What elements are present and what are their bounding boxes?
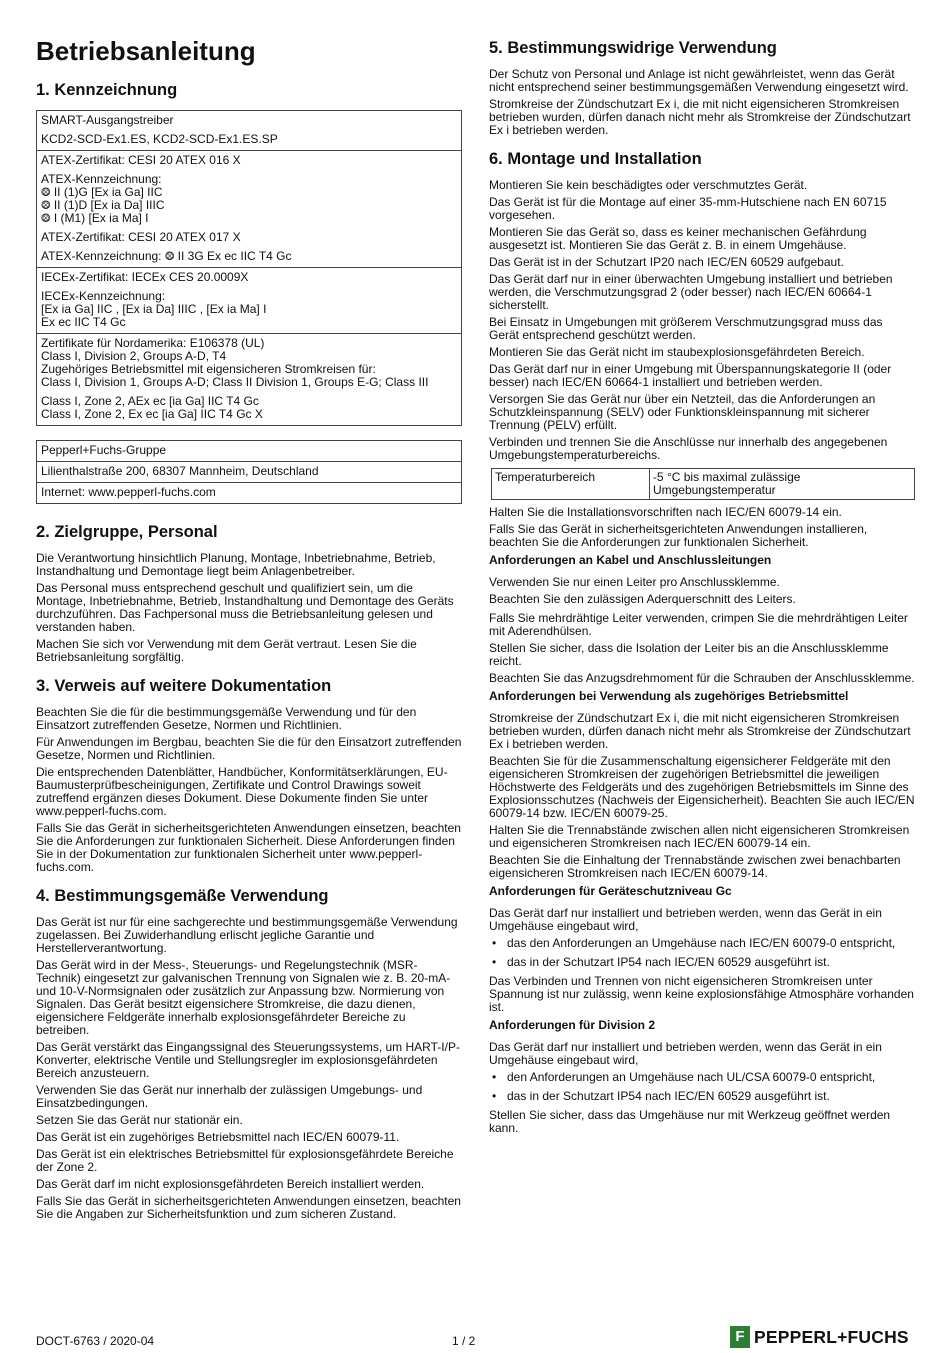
paragraph: Das Verbinden und Trennen von nicht eigensicheren Stromkreisen unter Spannung ist nur zulässig, wenn keine explosionsfähige Atmosphäre vorhanden ist. bbox=[489, 974, 914, 1014]
document-number: DOCT-6763 / 2020-04 bbox=[36, 1334, 155, 1348]
list-item: • das in der Schutzart IP54 nach IEC/EN 60529 ausgeführt ist. bbox=[489, 1090, 915, 1103]
paragraph: Halten Sie die Installationsvorschriften nach IEC/EN 60079-14 ein. bbox=[489, 505, 842, 519]
marking-box bbox=[36, 110, 462, 426]
paragraph: Setzen Sie das Gerät nur stationär ein. bbox=[36, 1113, 243, 1127]
paragraph: Das Gerät darf im nicht explosionsgefährdeten Bereich installiert werden. bbox=[36, 1177, 425, 1191]
cable-heading: Anforderungen an Kabel und Anschlussleitungen bbox=[489, 553, 772, 567]
paragraph: Falls Sie mehrdrähtige Leiter verwenden, crimpen Sie die mehrdrähtigen Leiter mit Aderendhülsen. bbox=[489, 611, 908, 638]
paragraph: Bei Einsatz in Umgebungen mit größerem Verschmutzungsgrad muss das Gerät entsprechend geschützt werden. bbox=[489, 315, 883, 342]
company-name-cell bbox=[37, 441, 461, 461]
north-america-cell bbox=[37, 333, 461, 425]
paragraph: Das Gerät ist ein zugehöriges Betriebsmittel nach IEC/EN 60079-11. bbox=[36, 1130, 400, 1144]
paragraph: Stellen Sie sicher, dass das Umgehäuse nur mit Werkzeug geöffnet werden kann. bbox=[489, 1108, 891, 1135]
company-web-cell bbox=[37, 482, 461, 503]
paragraph: Versorgen Sie das Gerät nur über ein Netzteil, das die Anforderungen an Schutzkleinspannung (SELV) oder Funktionskleinspannung mit sicherer Trennung (PELV) erfüllt. bbox=[489, 392, 876, 432]
paragraph: Die entsprechenden Datenblätter, Handbücher, Konformitätserklärungen, EU-Baumusterprüfbescheinigungen, Zertifikate und Control Drawings soweit zutreffend ergänzen dieses Dokument. Diese Dokumente finden Sie unter www.pepperl-fuchs.com. bbox=[36, 765, 448, 818]
paragraph: Halten Sie die Trennabstände zwischen allen nicht eigensicheren Stromkreisen und eigensicheren Stromkreisen nach IEC/EN 60079-14 ein. bbox=[489, 823, 910, 850]
temperature-table bbox=[491, 468, 915, 500]
section-4-heading: 4. Bestimmungsgemäße Verwendung bbox=[36, 887, 329, 905]
paragraph: Das Gerät darf nur installiert und betrieben werden, wenn das Gerät in ein Umgehäuse eingebaut wird, bbox=[489, 1040, 882, 1067]
section-6-heading: 6. Montage und Installation bbox=[489, 150, 702, 168]
paragraph: Verbinden und trennen Sie die Anschlüsse nur innerhalb des angegebenen Umgebungstemperaturbereichs. bbox=[489, 435, 888, 462]
device-types: KCD2-SCD-Ex1.ES, KCD2-SCD-Ex1.ES.SP bbox=[41, 132, 278, 146]
left-column bbox=[36, 36, 462, 1225]
na-zones: Class I, Zone 2, AEx ec [ia Ga] IIC T4 Gc Class I, Zone 2, Ex ec [ia Ga] IIC T4 Gc X bbox=[41, 394, 263, 421]
paragraph: Das Gerät verstärkt das Eingangssignal des Steuerungssystems, um HART-I/P-Konverter, elektrische Ventile und Stellungsregler im explosionsgefährdeten Bereich anzusteuern. bbox=[36, 1040, 460, 1080]
paragraph: Das Gerät ist in der Schutzart IP20 nach IEC/EN 60529 aufgebaut. bbox=[489, 255, 844, 269]
company-address: Lilienthalstraße 200, 68307 Mannheim, Deutschland bbox=[41, 464, 319, 478]
paragraph: Montieren Sie das Gerät nicht im staubexplosionsgefährdeten Bereich. bbox=[489, 345, 865, 359]
company-address-cell bbox=[37, 461, 461, 482]
list-item: • das in der Schutzart IP54 nach IEC/EN 60529 ausgeführt ist. bbox=[489, 956, 915, 969]
paragraph: Beachten Sie die Einhaltung der Trennabstände zwischen zwei benachbarten eigensicheren Stromkreisen nach IEC/EN 60079-14. bbox=[489, 853, 901, 880]
paragraph: Das Gerät ist für die Montage auf einer 35-mm-Hutschiene nach EN 60715 vorgesehen. bbox=[489, 195, 887, 222]
paragraph: Stromkreise der Zündschutzart Ex i, die mit nicht eigensicheren Stromkreisen betrieben wurden, dürfen danach nicht mehr als Stromkreise der Zündschutzart Ex i betrieben werden. bbox=[489, 711, 911, 751]
paragraph: Das Personal muss entsprechend geschult und qualifiziert sein, um die Montage, Inbetriebnahme, Betrieb, Instandhaltung und Demontage des Geräts durchzuführen. Das Fachpersonal muss die Betriebsanleitung gelesen und verstanden haben. bbox=[36, 581, 454, 634]
device-cell bbox=[37, 111, 461, 150]
paragraph: Falls Sie das Gerät in sicherheitsgerichteten Anwendungen installieren, beachten Sie die Anforderungen zur funktionalen Sicherheit. bbox=[489, 522, 868, 549]
iecex-cert: IECEx-Zertifikat: IECEx CES 20.0009X bbox=[41, 270, 249, 284]
section-2-heading: 2. Zielgruppe, Personal bbox=[36, 523, 218, 541]
paragraph: Das Gerät darf nur in einer überwachten Umgebung installiert und betrieben werden, die Verschmutzungsgrad 2 (oder besser) nach IEC/EN 60664-1 sicherstellt. bbox=[489, 272, 893, 312]
company-logo bbox=[730, 1326, 909, 1348]
gc-list bbox=[489, 937, 915, 969]
assoc-heading: Anforderungen bei Verwendung als zugehöriges Betriebsmittel bbox=[489, 689, 849, 703]
atex-cert-1: ATEX-Zertifikat: CESI 20 ATEX 016 X bbox=[41, 153, 241, 167]
paragraph: Beachten Sie für die Zusammenschaltung eigensicherer Feldgeräte mit den eigensicheren Stromkreisen der zugehörigen Betriebsmittel die jeweiligen Höchstwerte des Feldgeräts und des zugehörigen Betriebsmittels im Sinne des Explosionsschutzes (Nachweis der Eigensicherheit). Beachten Sie auch IEC/EN 60079-14 bzw. IEC/EN 60079-25. bbox=[489, 754, 915, 820]
gc-heading: Anforderungen für Geräteschutzniveau Gc bbox=[489, 884, 732, 898]
company-web: Internet: www.pepperl-fuchs.com bbox=[41, 485, 216, 499]
paragraph: Das Gerät darf nur installiert und betrieben werden, wenn das Gerät in ein Umgehäuse eingebaut wird, bbox=[489, 906, 882, 933]
list-item: • den Anforderungen an Umgehäuse nach UL/CSA 60079-0 entspricht, bbox=[489, 1071, 915, 1084]
logo-text: PEPPERL+FUCHS bbox=[754, 1326, 909, 1347]
paragraph: Das Gerät wird in der Mess-, Steuerungs- und Regelungstechnik (MSR-Technik) eingesetzt zur galvanischen Trennung von Signalen wie z. B. 20-mA- und 10-V-Normsignalen oder zusätzlich zur Anpassung bzw. Normierung von Signalen. Das Gerät besitzt eigensichere Stromkreise, die dazu dienen, eigensichere Feldgeräte innerhalb explosionsgefährdeter Bereiche zu betreiben. bbox=[36, 958, 451, 1037]
paragraph: Beachten Sie den zulässigen Aderquerschnitt des Leiters. bbox=[489, 592, 796, 606]
paragraph: Die Verantwortung hinsichtlich Planung, Montage, Inbetriebnahme, Betrieb, Instandhaltung und Demontage liegt beim Anlagenbetreiber. bbox=[36, 551, 436, 578]
atex-cert-2: ATEX-Zertifikat: CESI 20 ATEX 017 X bbox=[41, 230, 241, 244]
paragraph: Machen Sie sich vor Verwendung mit dem Gerät vertraut. Lesen Sie die Betriebsanleitung sorgfältig. bbox=[36, 637, 417, 664]
paragraph: Stromkreise der Zündschutzart Ex i, die mit nicht eigensicheren Stromkreisen betrieben wurden, dürfen danach nicht mehr als Stromkreise der Zündschutzart Ex i betrieben werden. bbox=[489, 97, 911, 137]
paragraph: Falls Sie das Gerät in sicherheitsgerichteten Anwendungen einsetzen, beachten Sie die Angaben zur Sicherheitsfunktion und zum sicheren Zustand. bbox=[36, 1194, 461, 1221]
iecex-marking: IECEx-Kennzeichnung: [Ex ia Ga] IIC , [Ex ia Da] IIIC , [Ex ia Ma] I Ex ec IIC T4 Gc bbox=[41, 289, 267, 329]
paragraph: Beachten Sie das Anzugsdrehmoment für die Schrauben der Anschlussklemme. bbox=[489, 671, 915, 685]
paragraph: Verwenden Sie das Gerät nur innerhalb der zulässigen Umgebungs- und Einsatzbedingungen. bbox=[36, 1083, 423, 1110]
page-title: Betriebsanleitung bbox=[36, 36, 256, 66]
company-box bbox=[36, 440, 462, 504]
list-item: • das den Anforderungen an Umgehäuse nach IEC/EN 60079-0 entspricht, bbox=[489, 937, 915, 950]
page-number: 1 / 2 bbox=[452, 1334, 476, 1348]
paragraph: Montieren Sie das Gerät so, dass es keiner mechanischen Gefährdung ausgesetzt ist. Montieren Sie das Gerät z. B. in einem Umgehäuse. bbox=[489, 225, 867, 252]
paragraph: Falls Sie das Gerät in sicherheitsgerichteten Anwendungen einsetzen, beachten Sie die Anforderungen zur funktionalen Sicherheit. Diese Anforderungen finden Sie in der Dokumentation zur funktionalen Sicherheit unter www.pepperl-fuchs.com. bbox=[36, 821, 461, 874]
temperature-label: Temperaturbereich bbox=[492, 469, 650, 499]
div2-list bbox=[489, 1071, 915, 1103]
device-name: SMART-Ausgangstreiber bbox=[41, 113, 174, 127]
na-cert: Zertifikate für Nordamerika: E106378 (UL) Class I, Division 2, Groups A-D, T4 Zugehöriges Betriebsmittel mit eigensicheren Stromkreisen für: Class I, Division 1, Groups A-D; Class II Division 1, Groups E-G; Class III bbox=[41, 336, 429, 389]
iecex-cell bbox=[37, 267, 461, 333]
paragraph: Beachten Sie die für die bestimmungsgemäße Verwendung und für den Einsatzort zutreffenden Gesetze, Normen und Richtlinien. bbox=[36, 705, 417, 732]
paragraph: Das Gerät ist nur für eine sachgerechte und bestimmungsgemäße Verwendung zugelassen. Bei Zuwiderhandlung erlischt jegliche Garantie und Herstellerverantwortung. bbox=[36, 915, 458, 955]
paragraph: Der Schutz von Personal und Anlage ist nicht gewährleistet, wenn das Gerät nicht entsprechend seiner bestimmungsgemäßen Verwendung eingesetzt wird. bbox=[489, 67, 909, 94]
paragraph: Das Gerät ist ein elektrisches Betriebsmittel für explosionsgefährdete Bereiche der Zone 2. bbox=[36, 1147, 454, 1174]
section-3-heading: 3. Verweis auf weitere Dokumentation bbox=[36, 677, 332, 695]
paragraph: Für Anwendungen im Bergbau, beachten Sie die für den Einsatzort zutreffenden Gesetze, Normen und Richtlinien. bbox=[36, 735, 462, 762]
paragraph: Verwenden Sie nur einen Leiter pro Anschlussklemme. bbox=[489, 575, 780, 589]
paragraph: Montieren Sie kein beschädigtes oder verschmutztes Gerät. bbox=[489, 178, 808, 192]
atex-cell bbox=[37, 150, 461, 267]
company-name: Pepperl+Fuchs-Gruppe bbox=[41, 443, 167, 457]
atex-marking-1: ATEX-Kennzeichnung: ⨷ II (1)G [Ex ia Ga] IIC ⨷ II (1)D [Ex ia Da] IIIC ⨷ I (M1) [Ex ia Ma] I bbox=[41, 172, 165, 225]
section-5-heading: 5. Bestimmungswidrige Verwendung bbox=[489, 39, 777, 57]
div2-heading: Anforderungen für Division 2 bbox=[489, 1018, 656, 1032]
section-1-heading: 1. Kennzeichnung bbox=[36, 81, 178, 99]
temperature-value: -5 °C bis maximal zulässige Umgebungstemperatur bbox=[652, 470, 801, 497]
logo-icon: F bbox=[730, 1326, 750, 1348]
atex-marking-2: ATEX-Kennzeichnung: ⨷ II 3G Ex ec IIC T4 Gc bbox=[41, 249, 292, 263]
paragraph: Das Gerät darf nur in einer Umgebung mit Überspannungskategorie II (oder besser) nach IEC/EN 60664-1 installiert und betrieben werden. bbox=[489, 362, 892, 389]
right-column bbox=[489, 36, 915, 1139]
paragraph: Stellen Sie sicher, dass die Isolation der Leiter bis an die Anschlussklemme reicht. bbox=[489, 641, 889, 668]
